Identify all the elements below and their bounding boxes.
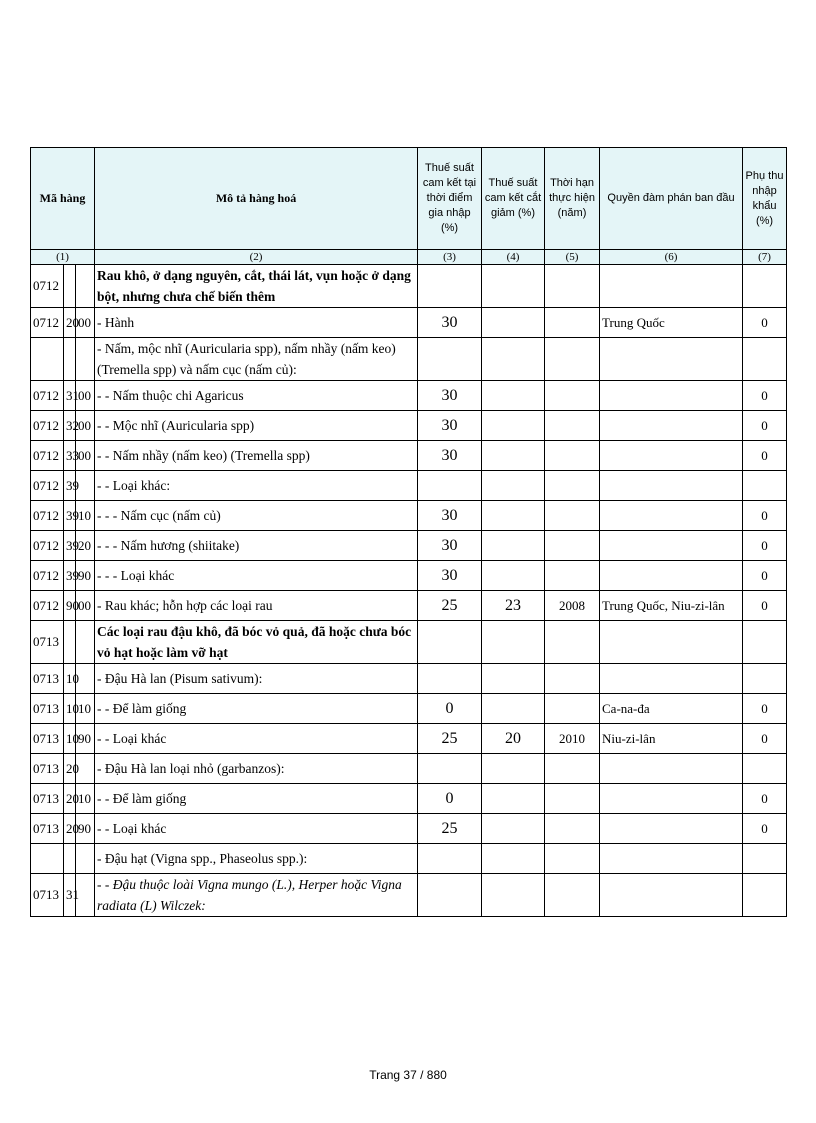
hs-subheading: 10 [64,694,76,724]
rate-at-accession: 0 [418,694,482,724]
table-row [31,308,787,338]
rate-at-accession: 30 [418,501,482,531]
import-surcharge: 0 [743,591,787,621]
hs-suffix: 00 [76,411,95,441]
header-implementation-period: Thời hạn thực hiện (năm) [545,148,600,250]
implementation-year [545,784,600,814]
rate-at-accession [418,621,482,664]
negotiating-country [600,381,743,411]
hs-heading: 0713 [31,724,64,754]
negotiating-country [600,531,743,561]
negotiating-country [600,814,743,844]
hs-heading [31,844,64,874]
implementation-year [545,265,600,308]
goods-description: - Hành [95,308,418,338]
hs-suffix: 20 [76,531,95,561]
goods-description: Các loại rau đậu khô, đã bóc vỏ quả, đã hoặc chưa bóc vỏ hạt hoặc làm vỡ hạt [95,621,418,664]
negotiating-country [600,561,743,591]
hs-heading: 0713 [31,814,64,844]
table-row [31,441,787,471]
goods-description: - - - Nấm hương (shiitake) [95,531,418,561]
rate-committed-cut [482,874,545,917]
implementation-year [545,338,600,381]
hs-subheading: 20 [64,754,76,784]
hs-suffix: 00 [76,381,95,411]
column-number: (5) [545,250,600,265]
negotiating-country [600,338,743,381]
negotiating-country [600,844,743,874]
hs-suffix [76,265,95,308]
hs-heading: 0712 [31,411,64,441]
column-number: (1) [31,250,95,265]
import-surcharge: 0 [743,381,787,411]
rate-committed-cut [482,561,545,591]
hs-heading: 0713 [31,621,64,664]
hs-suffix: 00 [76,441,95,471]
hs-subheading [64,338,76,381]
hs-heading: 0713 [31,664,64,694]
hs-subheading: 10 [64,724,76,754]
implementation-year: 2010 [545,724,600,754]
column-number-row [31,250,787,265]
table-row [31,621,787,664]
hs-heading: 0712 [31,308,64,338]
goods-description: - - Nấm nhầy (nấm keo) (Tremella spp) [95,441,418,471]
rate-at-accession: 25 [418,814,482,844]
import-surcharge: 0 [743,441,787,471]
column-number: (4) [482,250,545,265]
rate-committed-cut [482,265,545,308]
goods-description: - - Loại khác [95,814,418,844]
rate-at-accession [418,471,482,501]
implementation-year [545,561,600,591]
rate-at-accession: 30 [418,441,482,471]
import-surcharge: 0 [743,501,787,531]
import-surcharge: 0 [743,531,787,561]
goods-description: - Rau khác; hỗn hợp các loại rau [95,591,418,621]
hs-heading: 0712 [31,561,64,591]
table-row [31,591,787,621]
rate-committed-cut [482,844,545,874]
negotiating-country: Trung Quốc, Niu-zi-lân [600,591,743,621]
negotiating-country [600,784,743,814]
negotiating-country [600,874,743,917]
hs-suffix: 90 [76,814,95,844]
table-row [31,531,787,561]
table-row [31,754,787,784]
hs-subheading [64,844,76,874]
hs-suffix: 10 [76,694,95,724]
negotiating-country [600,471,743,501]
import-surcharge [743,754,787,784]
goods-description: Rau khô, ở dạng nguyên, cắt, thái lát, vụn hoặc ở dạng bột, nhưng chưa chế biến thêm [95,265,418,308]
implementation-year [545,501,600,531]
rate-committed-cut [482,814,545,844]
table-row [31,814,787,844]
negotiating-country [600,754,743,784]
page-number: Trang 37 / 880 [369,1068,447,1082]
goods-description: - - Đậu thuộc loài Vigna mungo (L.), Herper hoặc Vigna radiata (L) Wilczek: [95,874,418,917]
column-number: (7) [743,250,787,265]
rate-at-accession: 25 [418,724,482,754]
rate-committed-cut [482,694,545,724]
table-row [31,561,787,591]
import-surcharge [743,874,787,917]
goods-description: - - - Nấm cục (nấm củ) [95,501,418,531]
rate-at-accession: 30 [418,561,482,591]
header-description: Mô tả hàng hoá [95,148,418,250]
header-rate-committed-cut: Thuế suất cam kết cắt giảm (%) [482,148,545,250]
header-rate-at-accession: Thuế suất cam kết tại thời điểm gia nhập (%) [418,148,482,250]
hs-suffix: 10 [76,784,95,814]
column-number: (3) [418,250,482,265]
import-surcharge: 0 [743,784,787,814]
hs-subheading: 20 [64,814,76,844]
table-row [31,784,787,814]
import-surcharge [743,471,787,501]
import-surcharge: 0 [743,561,787,591]
implementation-year [545,531,600,561]
hs-subheading: 33 [64,441,76,471]
rate-at-accession [418,874,482,917]
hs-suffix: 00 [76,308,95,338]
hs-heading: 0712 [31,265,64,308]
goods-description: - - Nấm thuộc chi Agaricus [95,381,418,411]
hs-suffix: 90 [76,724,95,754]
import-surcharge: 0 [743,694,787,724]
table-row [31,338,787,381]
implementation-year [545,844,600,874]
rate-committed-cut [482,338,545,381]
hs-subheading [64,621,76,664]
hs-suffix: 10 [76,501,95,531]
hs-suffix: 00 [76,591,95,621]
goods-description: - - Để làm giống [95,784,418,814]
tariff-body [31,265,787,917]
rate-committed-cut [482,784,545,814]
rate-committed-cut [482,501,545,531]
import-surcharge [743,664,787,694]
implementation-year: 2008 [545,591,600,621]
negotiating-country [600,411,743,441]
negotiating-country: Niu-zi-lân [600,724,743,754]
hs-suffix [76,338,95,381]
rate-at-accession: 30 [418,308,482,338]
table-row [31,844,787,874]
rate-at-accession: 0 [418,784,482,814]
goods-description: - - Mộc nhĩ (Auricularia spp) [95,411,418,441]
import-surcharge: 0 [743,411,787,441]
rate-committed-cut [482,411,545,441]
hs-suffix [76,844,95,874]
import-surcharge [743,621,787,664]
goods-description: - Đậu hạt (Vigna spp., Phaseolus spp.): [95,844,418,874]
hs-heading [31,338,64,381]
rate-at-accession: 30 [418,531,482,561]
rate-committed-cut: 23 [482,591,545,621]
table-row [31,471,787,501]
column-number: (6) [600,250,743,265]
hs-subheading: 39 [64,501,76,531]
goods-description: - - Loại khác [95,724,418,754]
rate-at-accession [418,265,482,308]
table-row [31,694,787,724]
hs-heading: 0713 [31,784,64,814]
implementation-year [545,381,600,411]
negotiating-country: Ca-na-đa [600,694,743,724]
hs-heading: 0713 [31,694,64,724]
goods-description: - Đậu Hà lan loại nhỏ (garbanzos): [95,754,418,784]
negotiating-country [600,441,743,471]
hs-subheading: 20 [64,308,76,338]
negotiating-country [600,501,743,531]
implementation-year [545,471,600,501]
header-import-surcharge: Phụ thu nhập khẩu (%) [743,148,787,250]
hs-subheading: 20 [64,784,76,814]
table-row [31,411,787,441]
table-row [31,874,787,917]
import-surcharge [743,844,787,874]
negotiating-country [600,265,743,308]
implementation-year [545,411,600,441]
import-surcharge [743,265,787,308]
hs-heading: 0712 [31,381,64,411]
hs-heading: 0712 [31,531,64,561]
hs-subheading [64,265,76,308]
header-initial-negotiating-right: Quyền đàm phán ban đầu [600,148,743,250]
hs-suffix: 90 [76,561,95,591]
implementation-year [545,441,600,471]
header-code: Mã hàng [31,148,95,250]
rate-at-accession [418,754,482,784]
goods-description: - - Loại khác: [95,471,418,501]
goods-description: - - - Loại khác [95,561,418,591]
hs-subheading: 32 [64,411,76,441]
implementation-year [545,814,600,844]
hs-heading: 0713 [31,874,64,917]
import-surcharge: 0 [743,814,787,844]
hs-suffix [76,621,95,664]
rate-at-accession [418,664,482,694]
rate-committed-cut [482,664,545,694]
negotiating-country [600,621,743,664]
rate-committed-cut [482,381,545,411]
rate-committed-cut [482,308,545,338]
hs-heading: 0712 [31,441,64,471]
implementation-year [545,664,600,694]
implementation-year [545,874,600,917]
table-row [31,381,787,411]
hs-heading: 0712 [31,501,64,531]
column-number: (2) [95,250,418,265]
rate-at-accession: 25 [418,591,482,621]
implementation-year [545,694,600,724]
table-row [31,265,787,308]
hs-subheading: 31 [64,874,76,917]
table-row [31,501,787,531]
hs-heading: 0712 [31,471,64,501]
implementation-year [545,621,600,664]
rate-committed-cut [482,621,545,664]
rate-at-accession: 30 [418,381,482,411]
import-surcharge: 0 [743,724,787,754]
rate-at-accession [418,844,482,874]
tariff-table [30,147,787,917]
goods-description: - - Để làm giống [95,694,418,724]
hs-subheading: 31 [64,381,76,411]
hs-subheading: 90 [64,591,76,621]
rate-committed-cut [482,754,545,784]
hs-subheading: 39 [64,531,76,561]
table-row [31,664,787,694]
implementation-year [545,754,600,784]
rate-at-accession [418,338,482,381]
hs-subheading: 39 [64,561,76,591]
hs-heading: 0713 [31,754,64,784]
rate-committed-cut [482,441,545,471]
negotiating-country [600,664,743,694]
implementation-year [545,308,600,338]
rate-committed-cut: 20 [482,724,545,754]
import-surcharge: 0 [743,308,787,338]
goods-description: - Đậu Hà lan (Pisum sativum): [95,664,418,694]
import-surcharge [743,338,787,381]
rate-committed-cut [482,531,545,561]
table-row [31,724,787,754]
rate-committed-cut [482,471,545,501]
hs-subheading: 10 [64,664,76,694]
negotiating-country: Trung Quốc [600,308,743,338]
goods-description: - Nấm, mộc nhĩ (Auricularia spp), nấm nhầy (nấm keo) (Tremella spp) và nấm cục (nấm củ): [95,338,418,381]
header-row [31,148,787,250]
rate-at-accession: 30 [418,411,482,441]
hs-subheading: 39 [64,471,76,501]
hs-heading: 0712 [31,591,64,621]
